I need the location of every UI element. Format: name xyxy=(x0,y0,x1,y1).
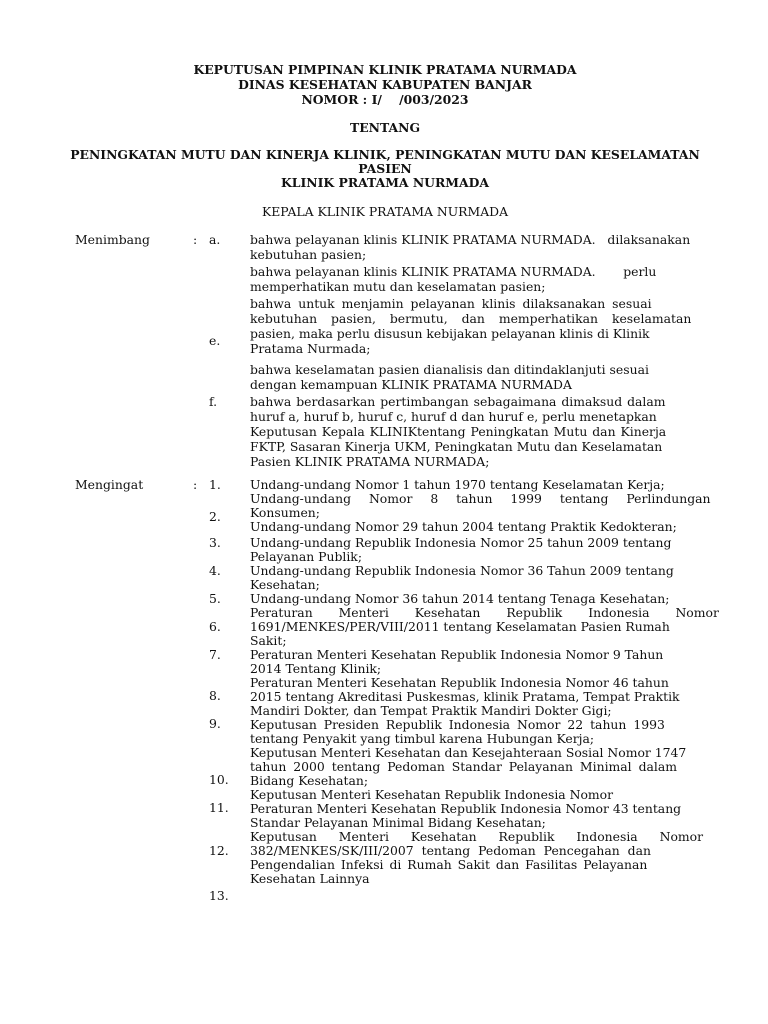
mengingat-line: Undang-undang Nomor 8 tahun 1999 tentang Perlindungan xyxy=(250,491,711,506)
menimbang-label: Menimbang xyxy=(75,232,150,247)
decree-number: NOMOR : I/ /003/2023 xyxy=(301,92,469,107)
menimbang-item-5-line-3: Keputusan Kepala KLINIKtentang Peningkatan Mutu dan Kinerja xyxy=(250,424,667,439)
mengingat-line: Keputusan Presiden Republik Indonesia Nomor 22 tahun 1993 xyxy=(250,717,665,732)
mengingat-number-3: 3. xyxy=(209,535,221,550)
menimbang-item-1-line-1: bahwa pelayanan klinis KLINIK PRATAMA NURMADA. dilaksanakan xyxy=(250,232,691,247)
mengingat-line: Mandiri Dokter, dan Tempat Praktik Mandiri Dokter Gigi; xyxy=(250,703,612,718)
mengingat-number-9: 9. xyxy=(209,716,221,731)
title-line-1: KEPUTUSAN PIMPINAN KLINIK PRATAMA NURMADA xyxy=(193,62,577,77)
mengingat-line: tahun 2000 tentang Pedoman Standar Pelayanan Minimal dalam xyxy=(250,759,677,774)
mengingat-line: Undang-undang Nomor 36 tahun 2014 tentang Tenaga Kesehatan; xyxy=(250,591,670,606)
mengingat-number-8: 8. xyxy=(209,688,221,703)
menimbang-item-2-line-2: memperhatikan mutu dan keselamatan pasien; xyxy=(250,279,546,294)
mengingat-line: Peraturan Menteri Kesehatan Republik Indonesia Nomor 43 tentang xyxy=(250,801,682,816)
menimbang-marker-f: f. xyxy=(209,394,218,409)
mengingat-number-4: 4. xyxy=(209,563,221,578)
mengingat-line: Pelayanan Publik; xyxy=(250,549,362,564)
mengingat-line: Keputusan Menteri Kesehatan Republik Indonesia Nomor xyxy=(250,787,614,802)
menimbang-marker-e: e. xyxy=(209,333,221,348)
mengingat-line: 2015 tentang Akreditasi Puskesmas, klinik Pratama, Tempat Praktik xyxy=(250,689,680,704)
mengingat-line: Keputusan Menteri Kesehatan Republik Indonesia Nomor xyxy=(250,829,704,844)
menimbang-item-4-line-2: dengan kemampuan KLINIK PRATAMA NURMADA xyxy=(250,377,572,392)
mengingat-line: 2014 Tentang Klinik; xyxy=(250,661,382,676)
menimbang-item-3-line-2: kebutuhan pasien, bermutu, dan memperhatikan keselamatan xyxy=(250,311,692,326)
subject-line-3: KLINIK PRATAMA NURMADA xyxy=(281,175,489,190)
menimbang-item-5-line-5: Pasien KLINIK PRATAMA NURMADA; xyxy=(250,454,490,469)
mengingat-line: 382/MENKES/SK/III/2007 tentang Pedoman Pencegahan dan xyxy=(250,843,651,858)
title-line-2: DINAS KESEHATAN KABUPATEN BANJAR xyxy=(238,77,532,92)
menimbang-item-4-line-1: bahwa keselamatan pasien dianalisis dan ditindaklanjuti sesuai xyxy=(250,362,649,377)
menimbang-marker-a: a. xyxy=(209,232,221,247)
mengingat-line: Bidang Kesehatan; xyxy=(250,773,369,788)
menimbang-item-1-line-2: kebutuhan pasien; xyxy=(250,247,367,262)
mengingat-number-5: 5. xyxy=(209,591,221,606)
menimbang-colon: : xyxy=(193,232,198,247)
subject-line-2: PASIEN xyxy=(358,161,412,176)
mengingat-line: Sakit; xyxy=(250,633,287,648)
official-title: KEPALA KLINIK PRATAMA NURMADA xyxy=(261,204,509,219)
mengingat-number-12: 12. xyxy=(209,843,229,858)
mengingat-line: Pengendalian Infeksi di Rumah Sakit dan Fasilitas Pelayanan xyxy=(250,857,648,872)
menimbang-item-2-line-1: bahwa pelayanan klinis KLINIK PRATAMA NURMADA. perlu xyxy=(250,264,657,279)
mengingat-line: Peraturan Menteri Kesehatan Republik Indonesia Nomor 46 tahun xyxy=(250,675,669,690)
mengingat-number-10: 10. xyxy=(209,772,229,787)
mengingat-label: Mengingat xyxy=(75,477,144,492)
subject-line-1: PENINGKATAN MUTU DAN KINERJA KLINIK, PENINGKATAN MUTU DAN KESELAMATAN xyxy=(70,147,700,162)
mengingat-line: Peraturan Menteri Kesehatan Republik Indonesia Nomor 9 Tahun xyxy=(250,647,664,662)
mengingat-line: Kesehatan; xyxy=(250,577,320,592)
mengingat-line: Undang-undang Republik Indonesia Nomor 36 Tahun 2009 tentang xyxy=(250,563,674,578)
mengingat-number-11: 11. xyxy=(209,800,229,815)
menimbang-item-5-line-1: bahwa berdasarkan pertimbangan sebagaimana dimaksud dalam xyxy=(250,394,666,409)
menimbang-item-5-line-2: huruf a, huruf b, huruf c, huruf d dan huruf e, perlu menetapkan xyxy=(250,409,657,424)
mengingat-line: Kesehatan Lainnya xyxy=(250,871,370,886)
mengingat-number-2: 2. xyxy=(209,509,221,524)
mengingat-number-6: 6. xyxy=(209,619,221,634)
mengingat-line: Standar Pelayanan Minimal Bidang Kesehatan; xyxy=(250,815,546,830)
menimbang-item-5-line-4: FKTP, Sasaran Kinerja UKM, Peningkatan Mutu dan Keselamatan xyxy=(250,439,663,454)
mengingat-line: Undang-undang Republik Indonesia Nomor 25 tahun 2009 tentang xyxy=(250,535,672,550)
tentang-heading: TENTANG xyxy=(349,120,421,135)
menimbang-item-3-line-3: pasien, maka perlu disusun kebijakan pelayanan klinis di Klinik xyxy=(250,326,650,341)
mengingat-number-7: 7. xyxy=(209,647,221,662)
mengingat-line: Undang-undang Nomor 1 tahun 1970 tentang Keselamatan Kerja; xyxy=(250,477,665,492)
mengingat-line: Undang-undang Nomor 29 tahun 2004 tentang Praktik Kedokteran; xyxy=(250,519,677,534)
mengingat-line: Konsumen; xyxy=(250,505,320,520)
mengingat-line: Peraturan Menteri Kesehatan Republik Indonesia Nomor xyxy=(250,605,719,620)
mengingat-number-13: 13. xyxy=(209,888,229,903)
menimbang-item-3-line-1: bahwa untuk menjamin pelayanan klinis dilaksanakan sesuai xyxy=(250,296,652,311)
mengingat-line: 1691/MENKES/PER/VIII/2011 tentang Keselamatan Pasien Rumah xyxy=(250,619,670,634)
mengingat-number-1: 1. xyxy=(209,477,221,492)
mengingat-line: tentang Penyakit yang timbul karena Hubungan Kerja; xyxy=(250,731,595,746)
mengingat-colon: : xyxy=(193,477,198,492)
menimbang-item-3-line-4: Pratama Nurmada; xyxy=(250,341,371,356)
mengingat-line: Keputusan Menteri Kesehatan dan Kesejahteraan Sosial Nomor 1747 xyxy=(250,745,687,760)
